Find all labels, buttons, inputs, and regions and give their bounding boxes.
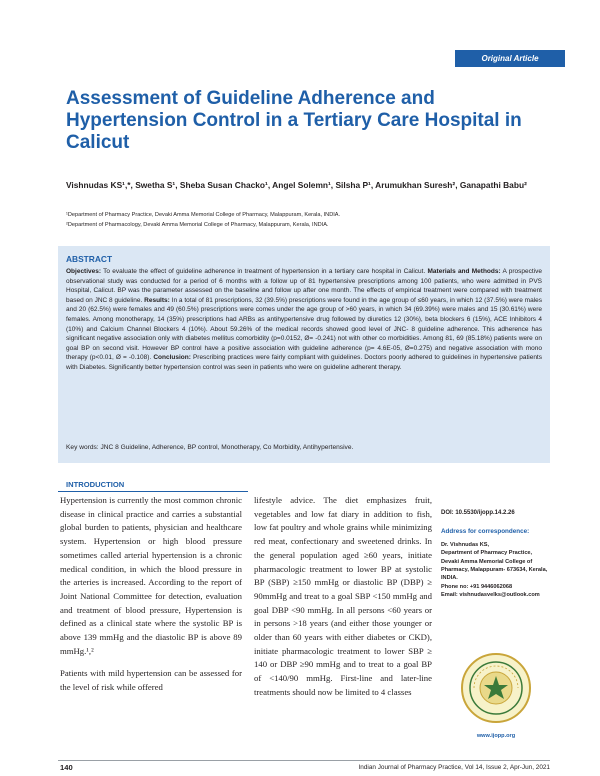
conclusion-label: Conclusion:: [153, 354, 191, 362]
journal-citation: Indian Journal of Pharmacy Practice, Vol 14, Issue 2, Apr-Jun, 2021: [358, 764, 550, 771]
affiliation-2: ²Department of Pharmacology, Devaki Amma Memorial College of Pharmacy, Malappuram, Kerala, INDIA.: [66, 222, 329, 228]
conclusion-text: Prescribing practices were fairly compliant with guidelines. Doctors poorly adhered to guidelines in hypertensive patients with Diabetes. Significantly better hypertension control was seen in patients who were on guideline adherent therapy.: [66, 354, 542, 371]
phone-number: Phone no: +91 9446062068: [441, 583, 513, 590]
address-name: Dr. Vishnudas KS,: [441, 541, 490, 548]
address-lines: Department of Pharmacy Practice, Devaki Amma Memorial College of Pharmacy, Malappuram- 673634, Kerala, INDIA.: [441, 550, 548, 582]
correspondence-address: [441, 541, 551, 600]
objectives-label: Objectives:: [66, 268, 102, 275]
body-column-1: [60, 494, 242, 695]
methods-label: Materials and Methods:: [427, 268, 501, 275]
paper-title: Assessment of Guideline Adherence and Hypertension Control in a Tertiary Care Hospital in Calicut: [66, 88, 522, 153]
objectives-text: To evaluate the effect of guideline adherence in treatment of hypertension in a tertiary care hospital in Calicut.: [101, 268, 428, 275]
intro-paragraph-2: Patients with mild hypertension can be assessed for the level of risk while offered: [60, 668, 242, 693]
doi: DOI: 10.5530/ijopp.14.2.26: [441, 510, 515, 516]
results-text: In a total of 81 prescriptions, 32 (39.5%) prescriptions were found in the age group of ≤60 years, in which 12 (37.5%) were males and 20 (62.5%) were females and 49 (60.5%) prescriptions were comes under the age group of >60 years, in which 34 (69.39%) were males and 15 (30.61%) were females. Among monotherapy, 14 (35%) prescriptions had ARBs as antihypertensive drug followed by diuretics 12 (30%), beta blockers 6 (15%), ACE Inhibitors 4 (10%) and Calcium Channel Blockers 4 (10%). About 59.26% of the medical records showed good level of JNC- 8 guideline adherence. This adherence has significant negative association only with diabetes mellitus comorbidity (p=0.0152, Ø= -0.241) not with other co morbidities. Among 81, 69 (85.18%) patients were on goal BP on second visit. However BP control have a positive association with guideline adherence (p= 4.6E-05, Ø=0.275) and negative association with mono therapy (p<0.01, Ø = -0.108).: [66, 296, 542, 362]
abstract-heading: ABSTRACT: [66, 254, 113, 264]
abstract-text: [66, 267, 542, 373]
journal-url[interactable]: www.ijopp.org: [476, 733, 516, 739]
author-list: Vishnudas KS¹,*, Swetha S¹, Sheba Susan Chacko¹, Angel Solemn¹, Silsha P¹, Arumukhan Suresh², Ganapathi Babu²: [66, 180, 527, 190]
intro-paragraph-3: lifestyle advice. The diet emphasizes fruit, vegetables and low fat diary in addition to fish, low fat poultry and whole grains while minimizing red meat, confectionary and sweetened drinks. In the general population aged ≥60 years, initiate pharmacologic treatment to lower BP at systolic BP (SBP) ≥150 mmHg or diastolic BP (DBP) ≥ 90mmHg and treat to a goal SBP <150 mmHg and goal DBP <90 mmHg. In all persons <60 years or in persons >18 years (and either those younger or older than 60 years with either diabetes or CKD), initiate pharmacologic treatment to lower SBP ≥ 140 or DBP ≥90 mmHg and to treat to a goal BP of <140/90 mmHg. First-line and later-line treatments should now be limited to 4 classes: [254, 495, 432, 697]
page-number: 140: [60, 763, 73, 772]
affiliations: [66, 210, 546, 230]
methods-text: A prospective observational study was conducted for a period of 6 months with a follow up of 81 hypertensive prescriptions among 100 patients, who were admitted in PVS Hospital, Calicut. BP was the parameter assessed on the baseline and follow up after one month. The effects of empirical treatment were compared with treatment based on JNC 8 guideline.: [66, 268, 542, 304]
email-address: Email: vishnudasvelks@outlook.com: [441, 592, 540, 599]
results-label: Results:: [144, 296, 170, 304]
journal-seal-icon: [460, 652, 532, 724]
address-heading: Address for correspondence:: [441, 528, 530, 536]
introduction-rule: [58, 491, 248, 492]
intro-paragraph-1: Hypertension is currently the most common chronic disease in clinical practice and carries a substantial global burden to patients, physician and healthcare system. Hypertension or high blood pressure sometimes called arterial hypertension is a chronic medical condition, in which the blood pressure in the arteries is increased. According to the report of Joint National Committee for detection, evaluation and treatment of blood pressure, Hypertension is defined as a clinical state where the systolic BP is above 139 mmHg and the diastolic BP is above 89 mmHg.¹,²: [60, 495, 242, 656]
article-type-tag: Original Article: [455, 50, 565, 67]
footer-rule: [58, 760, 550, 761]
body-column-2: [254, 494, 432, 700]
article-sidebar: [441, 509, 551, 600]
keywords: Key words: JNC 8 Guideline, Adherence, BP control, Monotherapy, Co Morbidity, Antihypertensive.: [66, 444, 354, 451]
introduction-heading: INTRODUCTION: [66, 480, 125, 489]
affiliation-1: ¹Department of Pharmacy Practice, Devaki Amma Memorial College of Pharmacy, Malappuram, Kerala, INDIA.: [66, 212, 341, 218]
